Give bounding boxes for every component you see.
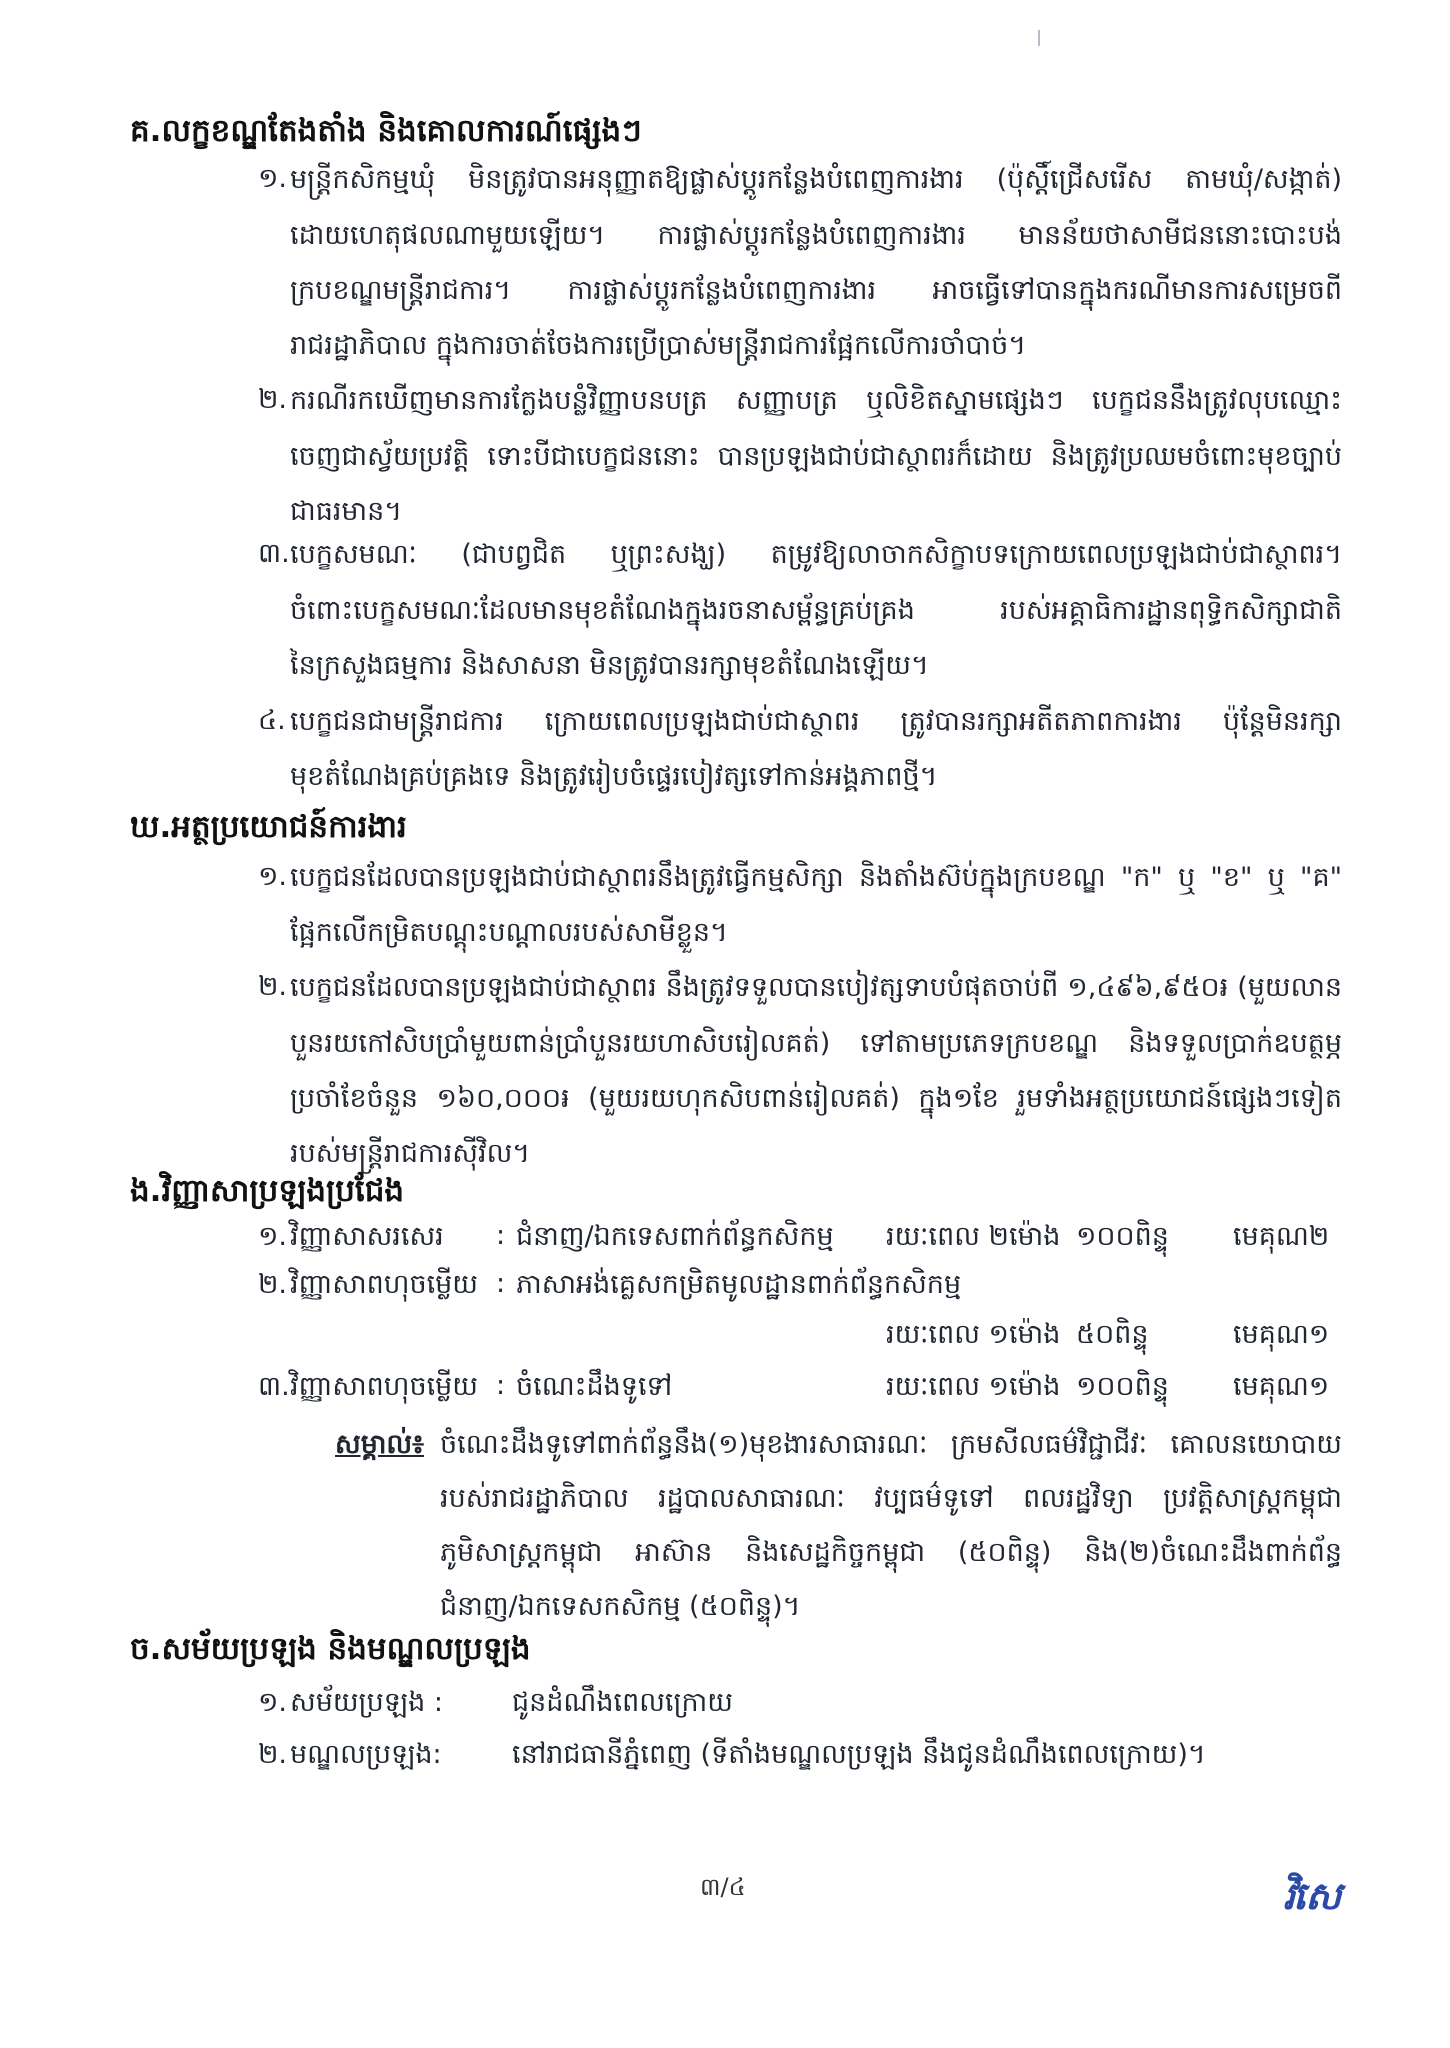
section-g-item4-line2: មុខតំណែងគ្រប់គ្រងទេ និងត្រូវរៀបចំផ្ទេរបៀវត្សទៅកាន់អង្គភាពថ្មី។ <box>290 761 938 792</box>
section-ch-heading: ច.សម័យប្រឡង និងមណ្ឌលប្រឡង <box>130 1631 531 1667</box>
section-g-item1-line3: ក្របខណ្ឌមន្ត្រីរាជការ។ ការផ្លាស់ប្តូរកន្លែងបំពេញការងារ អាចធ្វើទៅបានក្នុងករណីមានការសម្រេចពី <box>290 275 1342 306</box>
subject-row-2 <box>258 1268 1348 1308</box>
subject-row-1-number: ១. <box>258 1221 288 1252</box>
subject-row-1 <box>258 1220 1348 1260</box>
subject-row-3 <box>258 1370 1348 1410</box>
handwritten-initials: វិសេ <box>1283 1873 1340 1918</box>
subject-row-3-score: ១០០ពិន្ទុ <box>1076 1371 1169 1402</box>
section-k-item2-line4: របស់មន្ត្រីរាជការស៊ីវិល។ <box>290 1138 531 1169</box>
section-kh-heading: ង.វិញ្ញាសាប្រឡងប្រជែង <box>130 1173 405 1209</box>
subject-row-3-topic: ចំណេះដឹងទូទៅ <box>516 1371 673 1402</box>
subject-row-2-details <box>258 1318 1348 1358</box>
note-label <box>335 1425 424 1465</box>
page-number: ៣/៤ <box>700 1873 746 1901</box>
section-g-item1-line1: មន្ត្រីកសិកម្មឃុំ មិនត្រូវបានអនុញ្ញាតឱ្យផ្លាស់ប្តូរកន្លែងបំពេញការងារ (ប៉ុស្តិ៍ជ្រើសរើស តាមឃុំ/សង្កាត់) <box>290 164 1342 195</box>
section-k-item1-number: ១. <box>258 861 288 892</box>
subject-row-2-subject: វិញ្ញាសាពហុចម្លើយ <box>290 1269 478 1300</box>
subject-row-3-coefficient: មេគុណ១ <box>1233 1371 1330 1402</box>
subject-row-1-score: ១០០ពិន្ទុ <box>1076 1221 1169 1252</box>
exam-session-label: សម័យប្រឡង : <box>290 1687 443 1718</box>
note-line-4: ជំនាញ/ឯកទេសកសិកម្ម (៥០ពិន្ទុ)។ <box>440 1591 801 1622</box>
section-g-item3-line3: នៃក្រសួងធម្មការ និងសាសនា មិនត្រូវបានរក្សាមុខតំណែងឡើយ។ <box>290 650 929 681</box>
section-g-item2-line3: ជាធរមាន។ <box>290 496 403 527</box>
subject-row-2-colon: : <box>496 1268 506 1299</box>
section-k-item2-line2: បួនរយកៅសិបប្រាំមួយពាន់ប្រាំបួនរយហាសិបរៀលគត់) ទៅតាមប្រភេទក្របខណ្ឌ និងទទួលប្រាក់ឧបត្ថម្ភ <box>290 1028 1342 1059</box>
section-g-item2-line2: ចេញជាស្វ័យប្រវត្តិ ទោះបីជាបេក្ខជននោះ បានប្រឡងជាប់ជាស្ថាពរក៏ដោយ និងត្រូវប្រឈមចំពោះមុខច្បាប់ <box>290 441 1342 472</box>
subject-row-3-subject: វិញ្ញាសាពហុចម្លើយ <box>290 1371 478 1402</box>
subject-row-1-colon: : <box>496 1220 506 1251</box>
exam-session-number: ១. <box>258 1687 288 1718</box>
exam-session-value: ជូនដំណឹងពេលក្រោយ <box>512 1687 733 1718</box>
subject-row-1-coefficient: មេគុណ២ <box>1233 1221 1330 1252</box>
subject-row-2-number: ២. <box>258 1269 288 1300</box>
exam-center-row <box>258 1738 1348 1778</box>
section-k-heading: ឃ.អត្ថប្រយោជន៍ការងារ <box>130 809 407 845</box>
section-g-item1-line4: រាជរដ្ឋាភិបាល ក្នុងការចាត់ចែងការប្រើប្រាស់មន្ត្រីរាជការផ្អែកលើការចាំបាច់។ <box>290 330 1027 361</box>
subject-row-1-topic: ជំនាញ/ឯកទេសពាក់ព័ន្ធកសិកម្ម <box>516 1221 834 1252</box>
exam-center-value: នៅរាជធានីភ្នំពេញ (ទីតាំងមណ្ឌលប្រឡង នឹងជូនដំណឹងពេលក្រោយ)។ <box>512 1739 1206 1770</box>
note-line-1: ចំណេះដឹងទូទៅពាក់ព័ន្ធនឹង(១)មុខងារសាធារណៈ ក្រមសីលធម៌វិជ្ជាជីវៈ គោលនយោបាយ <box>440 1429 1342 1460</box>
section-g-item1-number: ១. <box>258 163 288 194</box>
section-k-item2-line1: បេក្ខជនដែលបានប្រឡងជាប់ជាស្ថាពរ នឹងត្រូវទទួលបានបៀវត្សទាបបំផុតចាប់ពី ១,៤៩៦,៩៥០៛ (មួយលាន <box>290 972 1342 1003</box>
section-g-item3-line2: ចំពោះបេក្ខសមណៈដែលមានមុខតំណែងក្នុងរចនាសម្ព័ន្ធគ្រប់គ្រង របស់អគ្គាធិការដ្ឋានពុទ្ធិកសិក្សាជាតិ <box>290 595 1342 626</box>
subject-row-1-subject: វិញ្ញាសាសរសេរ <box>290 1221 444 1252</box>
exam-center-label: មណ្ឌលប្រឡង: <box>290 1739 442 1770</box>
section-k-item2-line3: ប្រចាំខែចំនួន ១៦០,០០០៛ (មួយរយហុកសិបពាន់រៀលគត់) ក្នុង១ខែ រួមទាំងអត្ថប្រយោជន៍ផ្សេងៗទៀត <box>290 1083 1342 1114</box>
section-g-item3-number: ៣. <box>258 538 290 569</box>
subject-row-1-time: រយៈពេល ២ម៉ោង <box>886 1221 1061 1252</box>
subject-row-2-time: រយៈពេល ១ម៉ោង <box>886 1319 1061 1350</box>
section-g-item2-number: ២. <box>258 384 288 415</box>
section-k-item1-line2: ផ្អែកលើកម្រិតបណ្តុះបណ្តាលរបស់សាមីខ្លួន។ <box>290 917 728 948</box>
subject-row-3-colon: : <box>496 1370 506 1401</box>
scan-mark <box>1038 30 1040 46</box>
section-g-item4-line1: បេក្ខជនជាមន្ត្រីរាជការ ក្រោយពេលប្រឡងជាប់ជាស្ថាពរ ត្រូវបានរក្សាអតីតភាពការងារ ប៉ុន្តែមិនរក្សា <box>290 706 1342 737</box>
section-k-item2-number: ២. <box>258 971 288 1002</box>
subject-row-2-topic: ភាសាអង់គ្លេសកម្រិតមូលដ្ឋានពាក់ព័ន្ធកសិកម្ម <box>516 1269 962 1300</box>
section-g-item1-line2: ដោយហេតុផលណាមួយឡើយ។ ការផ្លាស់ប្តូរកន្លែងបំពេញការងារ មានន័យថាសាមីជននោះបោះបង់ <box>290 220 1342 251</box>
section-g-item2-line1: ករណីរកឃើញមានការក្លែងបន្លំវិញ្ញាបនបត្រ សញ្ញាបត្រ ឬលិខិតស្នាមផ្សេងៗ បេក្ខជននឹងត្រូវលុបឈ្មោះ <box>290 385 1342 416</box>
section-g-item3-line1: បេក្ខសមណៈ (ជាបព្វជិត ឬព្រះសង្ឃ) តម្រូវឱ្យលាចាកសិក្ខាបទក្រោយពេលប្រឡងជាប់ជាស្ថាពរ។ <box>290 539 1342 570</box>
section-g-item4-number: ៤. <box>258 705 286 736</box>
section-k-item1-line1: បេក្ខជនដែលបានប្រឡងជាប់ជាស្ថាពរនឹងត្រូវធ្វើកម្មសិក្សា និងតាំងស៊ប់ក្នុងក្របខណ្ឌ "ក" ឬ "ខ" ឬ "គ" <box>290 862 1342 893</box>
exam-session-row <box>258 1686 1348 1726</box>
subject-row-3-time: រយៈពេល ១ម៉ោង <box>886 1371 1061 1402</box>
section-g-heading: គ.លក្ខខណ្ឌតែងតាំង និងគោលការណ៍ផ្សេងៗ <box>130 113 642 149</box>
note-line-2: របស់រាជរដ្ឋាភិបាល រដ្ឋបាលសាធារណៈ វប្បធម៌ទូទៅ ពលរដ្ឋវិទ្យា ប្រវត្តិសាស្ត្រកម្ពុជា <box>440 1483 1342 1514</box>
note-label-text: សម្គាល់៖ <box>335 1429 424 1460</box>
note-line-3: ភូមិសាស្ត្រកម្ពុជា អាស៊ាន និងសេដ្ឋកិច្ចកម្ពុជា (៥០ពិន្ទុ) និង(២)ចំណេះដឹងពាក់ព័ន្ធ <box>440 1537 1342 1568</box>
subject-row-3-number: ៣. <box>258 1371 290 1402</box>
subject-row-2-score: ៥០ពិន្ទុ <box>1076 1319 1149 1350</box>
exam-center-number: ២. <box>258 1739 288 1770</box>
subject-row-2-coefficient: មេគុណ១ <box>1233 1319 1330 1350</box>
